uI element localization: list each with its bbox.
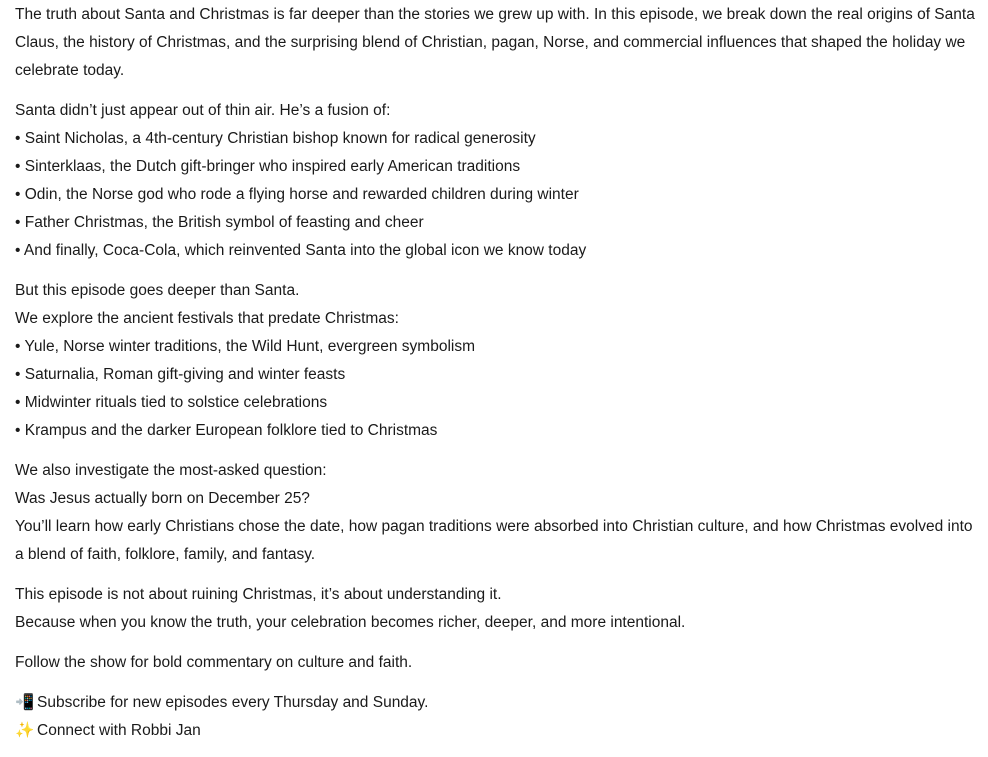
list-item: • Saturnalia, Roman gift-giving and winter feasts bbox=[15, 366, 346, 383]
closing-line-1: This episode is not about ruining Christmas, it’s about understanding it. bbox=[15, 586, 502, 603]
festivals-lead-1: But this episode goes deeper than Santa. bbox=[15, 282, 300, 299]
festivals-lead-2: We explore the ancient festivals that predate Christmas: bbox=[15, 310, 399, 327]
cta-section bbox=[15, 689, 980, 745]
mobile-phone-arrow-icon: 📲 bbox=[15, 694, 35, 711]
list-item: • Father Christmas, the British symbol of feasting and cheer bbox=[15, 214, 424, 231]
festivals-section bbox=[15, 277, 980, 445]
connect-text: Connect with Robbi Jan bbox=[37, 722, 201, 739]
list-item: • And finally, Coca-Cola, which reinvented Santa into the global icon we know today bbox=[15, 242, 587, 259]
intro-paragraph: The truth about Santa and Christmas is far deeper than the stories we grew up with. In this episode, we break down the real origins of Santa Claus, the history of Christmas, and the surprising blend of Christian, pagan, Norse, and commercial influences that shaped the holiday we celebrate today. bbox=[15, 6, 975, 79]
list-item: • Midwinter rituals tied to solstice celebrations bbox=[15, 394, 328, 411]
list-item: • Krampus and the darker European folklore tied to Christmas bbox=[15, 422, 438, 439]
list-item: • Sinterklaas, the Dutch gift-bringer who inspired early American traditions bbox=[15, 158, 521, 175]
question-line-2: Was Jesus actually born on December 25? bbox=[15, 490, 310, 507]
list-item: • Odin, the Norse god who rode a flying horse and rewarded children during winter bbox=[15, 186, 579, 203]
episode-description bbox=[15, 1, 980, 757]
subscribe-text: Subscribe for new episodes every Thursday and Sunday. bbox=[37, 694, 429, 711]
santa-lead: Santa didn’t just appear out of thin air. He’s a fusion of: bbox=[15, 102, 391, 119]
subscribe-line bbox=[15, 689, 980, 717]
list-item: • Saint Nicholas, a 4th-century Christian bishop known for radical generosity bbox=[15, 130, 536, 147]
list-item: • Yule, Norse winter traditions, the Wild Hunt, evergreen symbolism bbox=[15, 338, 475, 355]
follow-line: Follow the show for bold commentary on culture and faith. bbox=[15, 654, 413, 671]
closing-section bbox=[15, 581, 980, 637]
santa-section bbox=[15, 97, 980, 265]
closing-line-2: Because when you know the truth, your celebration becomes richer, deeper, and more intentional. bbox=[15, 614, 686, 631]
question-section bbox=[15, 457, 980, 569]
question-line-1: We also investigate the most-asked question: bbox=[15, 462, 327, 479]
sparkles-icon: ✨ bbox=[15, 722, 35, 739]
question-line-3: You’ll learn how early Christians chose the date, how pagan traditions were absorbed into Christian culture, and how Christmas evolved into a blend of faith, folklore, family, and fantasy. bbox=[15, 518, 973, 563]
